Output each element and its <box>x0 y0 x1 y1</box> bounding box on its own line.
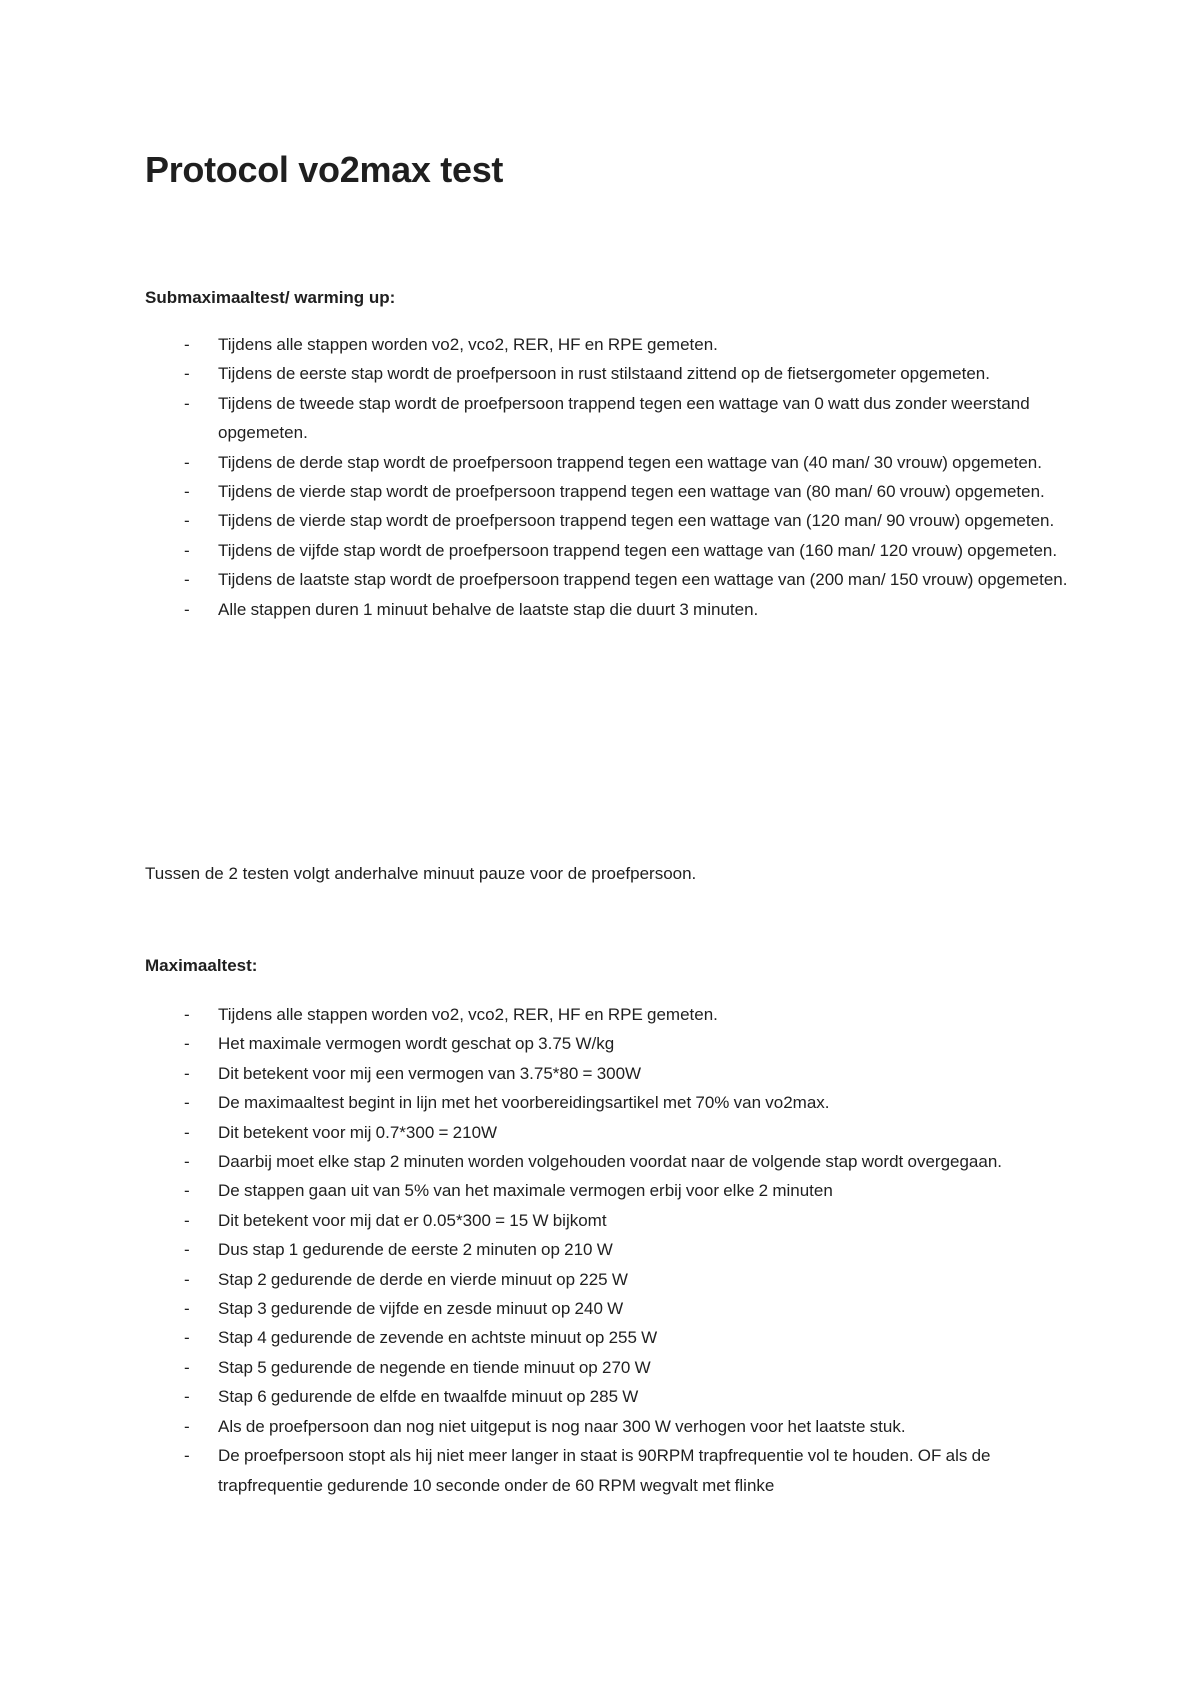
list-item-text: Tijdens de eerste stap wordt de proefpersoon in rust stilstaand zittend op de fietsergometer opgemeten. <box>218 364 990 384</box>
list-item <box>145 565 1085 594</box>
bullet-dash: - <box>184 482 190 502</box>
list-item <box>145 330 1085 359</box>
list-item <box>145 1118 1085 1147</box>
list-item <box>145 448 1085 477</box>
list-item-text: Dit betekent voor mij 0.7*300 = 210W <box>218 1122 498 1142</box>
section-heading-submaximaaltest: Submaximaaltest/ warming up: <box>145 288 396 307</box>
list-item <box>145 389 1085 448</box>
list-item-text: De stappen gaan uit van 5% van het maximale vermogen erbij voor elke 2 minuten <box>218 1181 833 1201</box>
list-item <box>145 1323 1085 1352</box>
bullet-dash: - <box>184 1416 190 1436</box>
bullet-dash: - <box>184 1328 190 1348</box>
pause-paragraph: Tussen de 2 testen volgt anderhalve minuut pauze voor de proefpersoon. <box>145 864 697 883</box>
bullet-dash: - <box>184 364 190 384</box>
list-item <box>145 477 1085 506</box>
bullet-dash: - <box>184 1034 190 1054</box>
bullet-dash: - <box>184 599 190 619</box>
list-item-text: Stap 6 gedurende de elfde en twaalfde minuut op 285 W <box>218 1387 639 1407</box>
list-item <box>145 506 1085 535</box>
bullet-dash: - <box>184 1122 190 1142</box>
bullet-dash: - <box>184 511 190 531</box>
list-item <box>145 1029 1085 1058</box>
list-item-text: Tijdens alle stappen worden vo2, vco2, RER, HF en RPE gemeten. <box>218 1005 718 1024</box>
list-item <box>145 1176 1085 1205</box>
bullet-dash: - <box>184 335 190 354</box>
list-item <box>145 1206 1085 1235</box>
bullet-dash: - <box>184 393 190 413</box>
bullet-dash: - <box>184 452 190 472</box>
bullet-dash: - <box>184 1181 190 1201</box>
list-item <box>145 1265 1085 1294</box>
section-heading-maximaaltest: Maximaaltest: <box>145 956 258 975</box>
maximaaltest-list <box>145 1000 1085 1500</box>
list-item-text: Tijdens de laatste stap wordt de proefpersoon trappend tegen een wattage van (200 man/ 150 vrouw) opgemeten. <box>218 570 1068 590</box>
list-item <box>145 1235 1085 1264</box>
bullet-dash: - <box>184 1063 190 1083</box>
list-item-text: Tijdens de vierde stap wordt de proefpersoon trappend tegen een wattage van (80 man/ 60 vrouw) opgemeten. <box>218 482 1045 502</box>
submaximaaltest-list <box>145 330 1085 624</box>
list-item <box>145 1441 1085 1500</box>
list-item <box>145 359 1085 388</box>
list-item-text: Stap 2 gedurende de derde en vierde minuut op 225 W <box>218 1269 628 1289</box>
bullet-dash: - <box>184 1299 190 1319</box>
list-item-text: Dus stap 1 gedurende de eerste 2 minuten op 210 W <box>218 1240 613 1260</box>
bullet-dash: - <box>184 1387 190 1407</box>
list-item-text: Stap 4 gedurende de zevende en achtste minuut op 255 W <box>218 1328 658 1348</box>
list-item <box>145 1382 1085 1411</box>
list-item-text: Tijdens alle stappen worden vo2, vco2, RER, HF en RPE gemeten. <box>218 335 718 354</box>
list-item <box>145 1059 1085 1088</box>
bullet-dash: - <box>184 1240 190 1260</box>
list-item <box>145 536 1085 565</box>
bullet-dash: - <box>184 1093 190 1113</box>
list-item-text: Als de proefpersoon dan nog niet uitgeput is nog naar 300 W verhogen voor het laatste stuk. <box>218 1416 906 1436</box>
list-item <box>145 595 1085 624</box>
list-item-text: Tijdens de tweede stap wordt de proefpersoon trappend tegen een wattage van 0 watt dus zonder weerstand opgemeten. <box>218 393 1030 443</box>
list-item-text: Tijdens de vijfde stap wordt de proefpersoon trappend tegen een wattage van (160 man/ 120 vrouw) opgemeten. <box>218 540 1058 560</box>
list-item-text: Tijdens de derde stap wordt de proefpersoon trappend tegen een wattage van (40 man/ 30 vrouw) opgemeten. <box>218 452 1042 472</box>
list-item-text: Tijdens de vierde stap wordt de proefpersoon trappend tegen een wattage van (120 man/ 90 vrouw) opgemeten. <box>218 511 1055 531</box>
list-item-text: Stap 5 gedurende de negende en tiende minuut op 270 W <box>218 1357 651 1377</box>
document-title: Protocol vo2max test <box>145 149 504 190</box>
list-item-text: Stap 3 gedurende de vijfde en zesde minuut op 240 W <box>218 1299 624 1319</box>
list-item-text: De proefpersoon stopt als hij niet meer langer in staat is 90RPM trapfrequentie vol te houden. OF als de trapfrequentie gedurende 10 seconde onder de 60 RPM wegvalt met flinke <box>218 1446 991 1495</box>
list-item-text: Het maximale vermogen wordt geschat op 3.75 W/kg <box>218 1034 615 1054</box>
bullet-dash: - <box>184 1269 190 1289</box>
list-item-text: Alle stappen duren 1 minuut behalve de laatste stap die duurt 3 minuten. <box>218 599 759 619</box>
list-item-text: Dit betekent voor mij dat er 0.05*300 = 15 W bijkomt <box>218 1210 607 1230</box>
bullet-dash: - <box>184 1152 190 1172</box>
list-item <box>145 1294 1085 1323</box>
list-item <box>145 1088 1085 1117</box>
list-item <box>145 1412 1085 1441</box>
bullet-dash: - <box>184 1005 190 1024</box>
bullet-dash: - <box>184 570 190 590</box>
list-item <box>145 1000 1085 1029</box>
list-item-text: Dit betekent voor mij een vermogen van 3.75*80 = 300W <box>218 1063 642 1083</box>
bullet-dash: - <box>184 1446 190 1466</box>
list-item <box>145 1353 1085 1382</box>
bullet-dash: - <box>184 540 190 560</box>
bullet-dash: - <box>184 1210 190 1230</box>
list-item <box>145 1147 1085 1176</box>
bullet-dash: - <box>184 1357 190 1377</box>
list-item-text: De maximaaltest begint in lijn met het voorbereidingsartikel met 70% van vo2max. <box>218 1093 830 1113</box>
list-item-text: Daarbij moet elke stap 2 minuten worden volgehouden voordat naar de volgende stap wordt overgegaan. <box>218 1152 1003 1172</box>
